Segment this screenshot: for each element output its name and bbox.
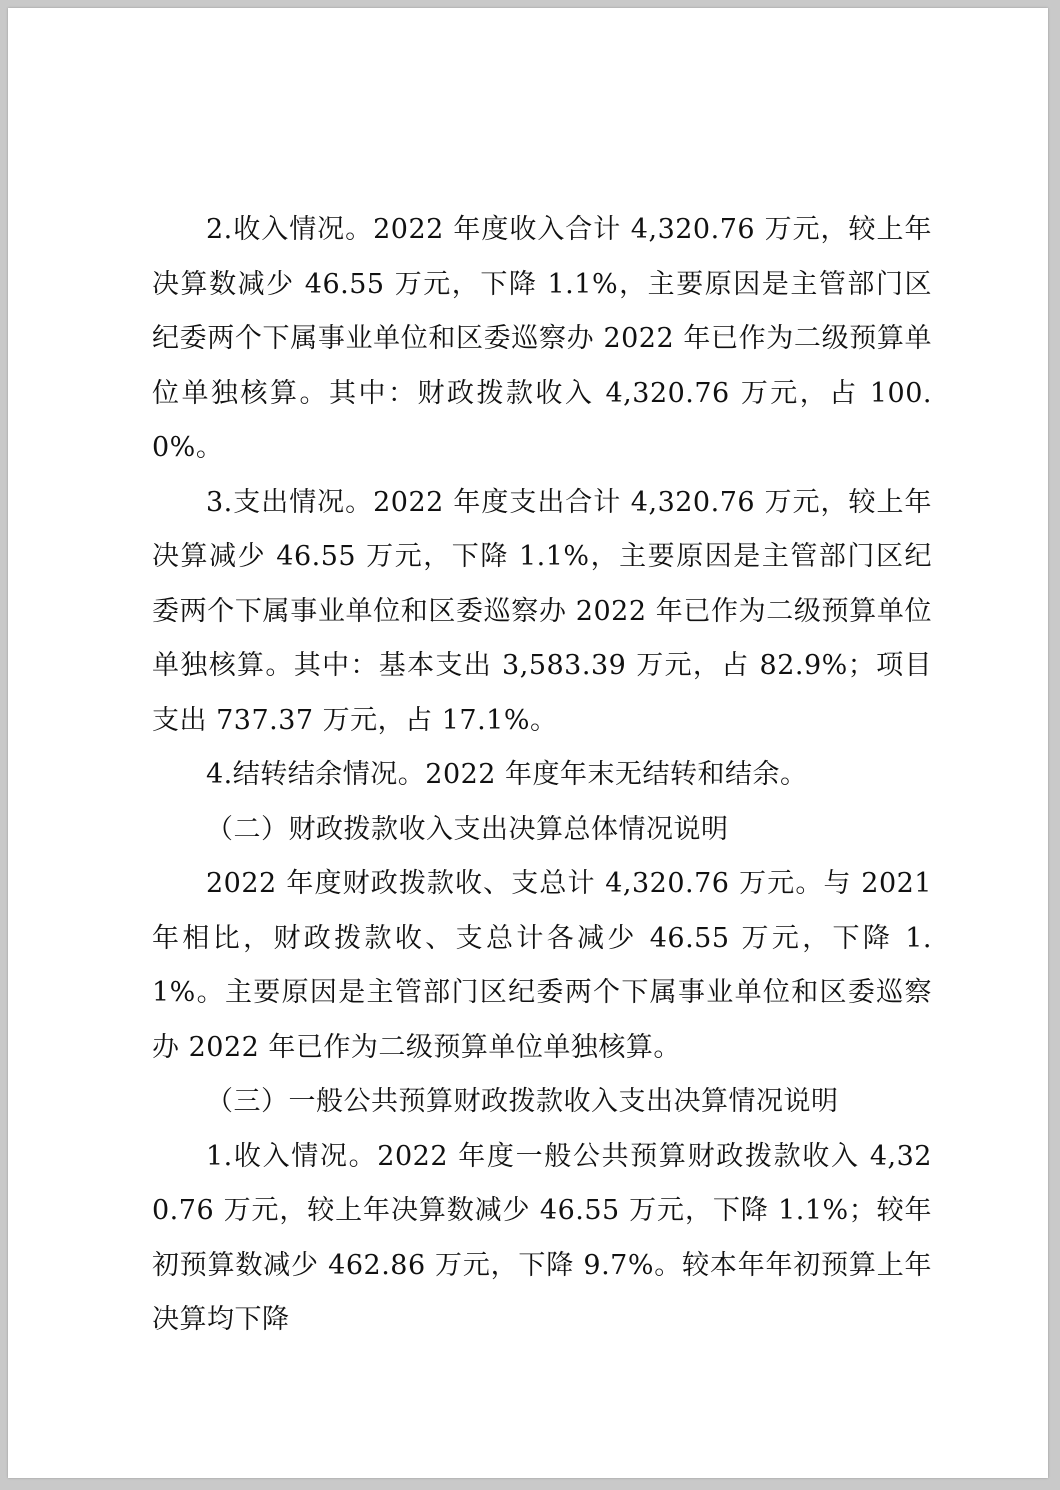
paragraph-carryover-situation: 4.结转结余情况。2022 年度年末无结转和结余。 (206, 759, 808, 790)
paragraph-expenditure-situation: 3.支出情况。2022 年度支出合计 4,320.76 万元，较上年决算减少 46.55 万元，下降 1.1%，主要原因是主管部门区纪委两个下属事业单位和区委巡察办 2022 年已作为二级预算单位单独核算。其中：基本支出 3,583.39 万元，占 82.9%；项目支出 737.37 万元，占 17.1%。 (152, 486, 932, 736)
paragraph-income-situation: 2.收入情况。2022 年度收入合计 4,320.76 万元，较上年决算数减少 46.55 万元，下降 1.1%，主要原因是主管部门区纪委两个下属事业单位和区委巡察办 2022 年已作为二级预算单位单独核算。其中：财政拨款收入 4,320.76 万元，占 100.0%。 (152, 214, 932, 463)
section-heading-3: （三）一般公共预算财政拨款收入支出决算情况说明 (206, 1086, 839, 1117)
document-body (152, 203, 932, 1348)
paragraph-general-budget-income: 1.收入情况。2022 年度一般公共预算财政拨款收入 4,320.76 万元，较上年决算数减少 46.55 万元，下降 1.1%；较年初预算数减少 462.86 万元，下降 9.7%。较本年年初预算上年决算均下降 (152, 1140, 932, 1335)
paragraph-fiscal-allocation-overview: 2022 年度财政拨款收、支总计 4,320.76 万元。与 2021 年相比，财政拨款收、支总计各减少 46.55 万元，下降 1.1%。主要原因是主管部门区纪委两个下属事业单位和区委巡察办 2022 年已作为二级预算单位单独核算。 (152, 868, 932, 1063)
document-page (8, 8, 1048, 1478)
section-heading-2: （二）财政拨款收入支出决算总体情况说明 (206, 813, 729, 845)
